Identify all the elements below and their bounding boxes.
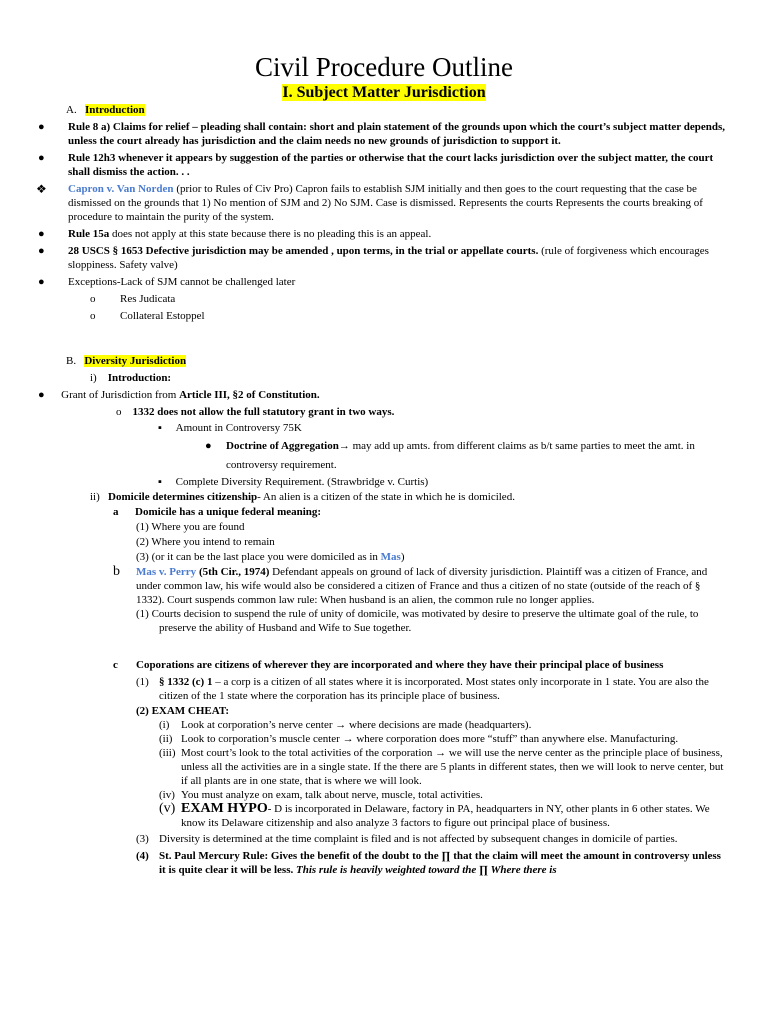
bullet-1653-text: (rule of forgiveness which encourages sloppiness. Safety valve): [68, 245, 709, 271]
subsection-b-label: Diversity Jurisdiction: [84, 355, 187, 367]
subsection-a-label: Introduction: [84, 104, 145, 116]
square-bullet-icon: ▪: [158, 422, 162, 434]
subsection-b-heading: [66, 354, 186, 368]
bullet-1653-bold: 28 USCS § 1653 Defective jurisdiction may be amended , upon terms, in the trial or appellate courts.: [68, 245, 539, 257]
roman-3-text: Most court’s look to the total activities of the corporation → we will use the nerve center as the principle place of business, unless all the activities are in a single state. If the there are 5 plants in different states, then we will look to nerve center, but if all plants are in one state, that is where we will look.: [181, 747, 724, 787]
bullet-grant: [38, 388, 320, 402]
roman-i-label: Introduction:: [107, 372, 172, 384]
roman-ii-bold: Domicile determines citizenship: [108, 491, 258, 503]
res-judicata-text: Res Judicata: [120, 293, 176, 305]
aggregation-text: may add up amts. from different claims as b/t same parties to meet the amt. in controversy requirement.: [226, 440, 695, 471]
num-4: (4): [136, 850, 149, 862]
exam-hypo-text: - D is incorporated in Delaware, factory in PA, headquarters in NY, other plants in 6 other states. We know its Delaware citizenship and also analyze 3 factors to figure out principal place of business.: [181, 803, 710, 829]
rule-15a-text: does not apply at this state because there is no pleading this is an appeal.: [109, 228, 432, 240]
roman-ii-heading: [90, 490, 515, 504]
a-3-end: ): [400, 551, 405, 563]
bullet-rule-8: [38, 120, 728, 148]
sub-1332-text: 1332 does not allow the full statutory grant in two ways.: [132, 406, 395, 418]
mas-perry-cite: (5th Cir., 1974): [196, 566, 270, 578]
bullet-icon: ●: [38, 121, 45, 133]
c-1-bold: § 1332 (c) 1: [159, 676, 213, 688]
item-complete-diversity: [158, 475, 428, 489]
item-b-letter: b: [113, 564, 120, 579]
c-1: [113, 675, 725, 703]
num-3: (3): [136, 833, 149, 845]
roman-2-num: (ii): [159, 733, 173, 745]
sub-1332-two-ways: [116, 405, 394, 419]
roman-1-num: (i): [159, 719, 170, 731]
intro-bullets: [38, 120, 728, 323]
case-mas-v-perry: Mas v. Perry: [136, 566, 197, 578]
exam-hypo-label: EXAM HYPO: [181, 801, 268, 816]
st-paul-rule-bold: St. Paul Mercury Rule: Gives the benefit of the doubt to the ∏ that the claim will meet the amount in controversy unless it is quite clear it will be less.: [159, 850, 721, 876]
num-1: (1): [136, 676, 149, 688]
bullet-capron-text: (prior to Rules of Civ Pro) Capron fails to establish SJM initially and then goes to the court requesting that the case be dismissed on the grounds that 1) No mention of SJM and 2) No SJM. Case is dismissed. Represents the courts Represents the courts breaking of procedure to maintain the purity of the system.: [68, 183, 703, 223]
item-a-letter: a: [113, 506, 119, 518]
mas-perry-text: Defendant appeals on ground of lack of diversity jurisdiction. Plaintiff was a citizen of France, and under common law, his wife would also be considered a citizen of France and thus a citizen of no state (outside of the reach of § 1332). Court suspends common law rule: When husband is an alien, the common rule no longer applies.: [136, 566, 708, 606]
roman-3: [113, 746, 725, 788]
section-heading-text: I. Subject Matter Jurisdiction: [282, 84, 486, 101]
roman-3-num: (iii): [159, 747, 176, 759]
circle-bullet-icon: o: [116, 406, 122, 418]
rule-15a-label: Rule 15a: [68, 228, 110, 240]
document-title: Civil Procedure Outline: [255, 52, 513, 82]
square-bullet-icon: ▪: [158, 476, 162, 488]
bullet-icon: ●: [38, 228, 45, 240]
item-c-heading: [113, 658, 725, 672]
bullet-rule-12h3-text: Rule 12h3 whenever it appears by suggestion of the parties or otherwise that the court lacks jurisdiction over the subject matter, the court shall dismiss the action. . .: [68, 152, 714, 178]
amount-text: Amount in Controversy 75K: [175, 422, 302, 434]
bullet-icon: ●: [38, 276, 45, 288]
subsection-a-letter: A.: [66, 104, 77, 116]
roman-4-text: You must analyze on exam, talk about nerve, muscle, total activities.: [181, 789, 483, 801]
grant-bold: Article III, §2 of Constitution.: [179, 389, 320, 401]
item-a-label: Domicile has a unique federal meaning:: [135, 506, 322, 518]
bullet-1653: [38, 244, 728, 272]
roman-4-num: (iv): [159, 789, 175, 801]
bullet-rule-15a: [38, 227, 728, 241]
roman-2: [113, 732, 725, 746]
subsection-a-heading: [66, 103, 145, 117]
mas-perry-paragraph: [113, 565, 725, 607]
sub-collateral-estoppel: [38, 309, 728, 323]
mas-perry-sub-1: [113, 607, 725, 635]
bullet-rule-12h3: [38, 151, 728, 179]
item-a-heading: [113, 505, 321, 519]
bullet-icon: ●: [38, 389, 45, 401]
st-paul-rule-italic: This rule is heavily weighted toward the ∏ Where there is: [293, 864, 557, 876]
section-heading: [0, 84, 768, 102]
item-c-corporations: [113, 658, 725, 877]
roman-4: [113, 788, 725, 802]
roman-5: [113, 802, 725, 830]
case-capron: Capron v. Van Norden: [68, 183, 174, 195]
complete-diversity-text: Complete Diversity Requirement. (Strawbridge v. Curtis): [175, 476, 429, 488]
aggregation-row: [205, 437, 725, 475]
c-4: [113, 849, 725, 877]
roman-ii-text: - An alien is a citizen of the state in which he is domiciled.: [257, 491, 515, 503]
roman-2-text: Look to corporation’s muscle center → where corporation does more “stuff” than anywhere else. Manufacturing.: [181, 733, 679, 745]
case-mas: Mas: [380, 551, 401, 563]
c-3-text: Diversity is determined at the time complaint is filed and is not affected by subsequent changes in domicile of parties.: [159, 833, 678, 845]
bullet-icon: ●: [38, 245, 45, 257]
roman-ii-number: ii): [90, 491, 100, 503]
item-aggregation: [205, 437, 725, 475]
roman-i-heading: [90, 371, 171, 385]
roman-i-number: i): [90, 372, 97, 384]
c-2-heading: [113, 704, 725, 718]
c-1-text: – a corp is a citizen of all states where it is incorporated. Most states only incorporate in 1 state. You are also the citizen of the 1 state where the corporation has its principle place of business.: [159, 676, 709, 702]
item-c-label: Coporations are citizens of wherever they are incorporated and where they have their principal place of business: [136, 659, 664, 671]
sub-res-judicata: [38, 292, 728, 306]
mas-perry-sub-1-text: (1) Courts decision to suspend the rule of unity of domicile, was motivated by desire to preserve the ultimate goal of the rule, to preserve the ability of Husband and Wife to Sue together.: [136, 608, 699, 634]
subsection-b-letter: B.: [66, 355, 77, 367]
bullet-rule-8-text: Rule 8 a) Claims for relief – pleading shall contain: short and plain statement of the grounds upon which the court’s subject matter depends, unless the court already has jurisdiction and the claim needs no new grounds of jurisdiction to support it.: [68, 121, 725, 147]
bullet-icon: ●: [205, 440, 212, 452]
a-3: [136, 550, 405, 564]
circle-bullet-icon: o: [90, 310, 96, 322]
bullet-exceptions: [38, 275, 728, 289]
grant-text: Grant of Jurisdiction from: [61, 389, 180, 401]
bullet-icon: ●: [38, 152, 45, 164]
bullet-capron: [38, 182, 728, 224]
a-1: (1) Where you are found: [136, 521, 245, 533]
exam-cheat-label: (2) EXAM CHEAT:: [136, 705, 230, 717]
item-b-mas-perry: [113, 565, 725, 635]
roman-5-num: (v): [159, 801, 176, 816]
circle-bullet-icon: o: [90, 293, 96, 305]
bullet-exceptions-text: Exceptions-Lack of SJM cannot be challenged later: [68, 276, 296, 288]
a-3-text: (3) (or it can be the last place you were domiciled as in: [136, 551, 381, 563]
a-2: (2) Where you intend to remain: [136, 536, 275, 548]
c-3: [113, 832, 725, 846]
item-amount: [158, 421, 302, 435]
aggregation-label: Doctrine of Aggregation→: [226, 440, 350, 452]
collateral-estoppel-text: Collateral Estoppel: [120, 310, 205, 322]
roman-1: [113, 718, 725, 732]
item-c-letter: c: [113, 659, 118, 671]
diamond-bullet-icon: ❖: [36, 182, 47, 196]
roman-1-text: Look at corporation’s nerve center → where decisions are made (headquarters).: [181, 719, 532, 731]
